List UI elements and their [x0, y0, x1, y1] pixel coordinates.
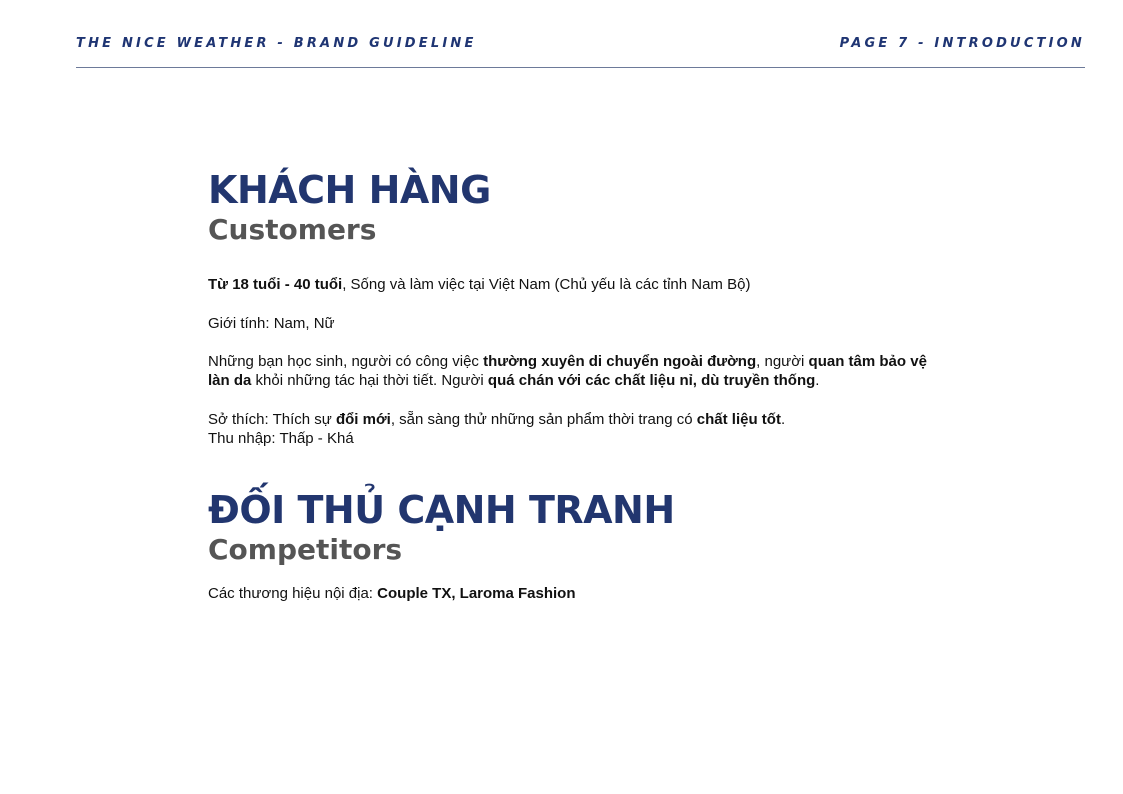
- hobby-text-3: .: [780, 411, 786, 428]
- income-paragraph: Thu nhập: Thấp - Khá: [208, 430, 354, 447]
- header-page-label: PAGE 7 - INTRODUCTION: [839, 36, 1085, 51]
- competitor-brands-paragraph: [208, 584, 948, 603]
- header-document-title: THE NICE WEATHER - BRAND GUIDELINE: [76, 36, 477, 51]
- description-text-2: , người: [756, 353, 809, 370]
- page-content: [208, 168, 948, 603]
- competitors-section: [208, 488, 948, 603]
- brands-names: Couple TX, Laroma Fashion: [377, 585, 576, 602]
- brands-label: Các thương hiệu nội địa:: [208, 585, 378, 602]
- description-bold-2: quan tâm bảo vệ làn da: [208, 353, 927, 389]
- hobby-bold-1: đổi mới: [335, 411, 391, 428]
- description-bold-3: quá chán với các chất liệu nỉ, dù truyền thống: [487, 372, 816, 389]
- hobby-bold-2: chất liệu tốt: [696, 411, 781, 428]
- age-location-paragraph: [208, 275, 948, 294]
- description-text-3: khỏi những tác hại thời tiết. Người: [251, 372, 488, 389]
- page-header: [76, 36, 1085, 68]
- customers-title: KHÁCH HÀNG: [208, 168, 491, 212]
- hobby-text-1: Sở thích: Thích sự: [208, 411, 336, 428]
- customer-description-paragraph: [208, 352, 948, 390]
- location-text: , Sống và làm việc tại Việt Nam (Chủ yếu là các tỉnh Nam Bộ): [342, 276, 751, 293]
- description-text-1: Những bạn học sinh, người có công việc: [208, 353, 484, 370]
- description-text-4: .: [815, 372, 820, 389]
- hobby-paragraph: [208, 410, 948, 429]
- gender-paragraph: Giới tính: Nam, Nữ: [208, 315, 335, 332]
- age-range-text: Từ 18 tuổi - 40 tuổi: [208, 276, 343, 293]
- hobby-text-2: , sẵn sàng thử những sản phẩm thời trang có: [390, 411, 697, 428]
- customers-subtitle: Customers: [208, 213, 377, 246]
- description-bold-1: thường xuyên di chuyển ngoài đường: [483, 353, 757, 370]
- competitors-title: ĐỐI THỦ CẠNH TRANH: [208, 488, 675, 532]
- customers-section: [208, 168, 948, 448]
- competitors-subtitle: Competitors: [208, 533, 403, 566]
